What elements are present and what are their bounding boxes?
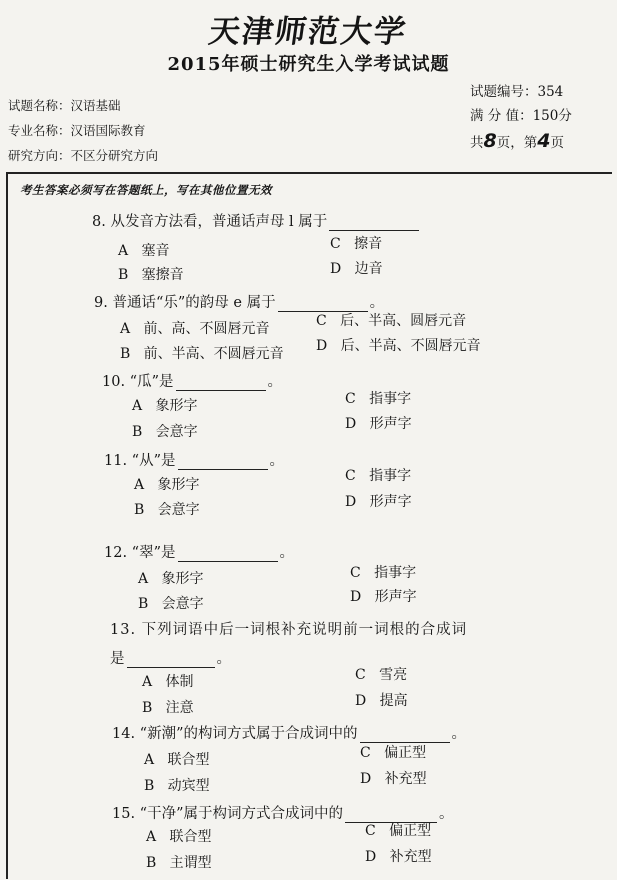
- question-13-stem-continued: 是 。: [110, 651, 231, 667]
- question-13-stem: 13. 下列词语中后一词根补充说明前一词根的合成词: [110, 622, 468, 638]
- major-name: 专业名称：汉语国际教育: [8, 123, 146, 138]
- q10-option-c: C 指事字: [345, 391, 412, 407]
- question-8-stem: 8. 从发音方法看，普通话声母 l 属于: [92, 210, 421, 231]
- full-score: 满 分 值：150分: [470, 108, 572, 124]
- pages-current: 4: [537, 130, 551, 152]
- q15-option-b: B 主谓型: [146, 855, 212, 871]
- question-10-stem: 10. “瓜”是 。: [102, 374, 282, 390]
- research-direction: 研究方向：不区分研究方向: [8, 148, 159, 163]
- answer-blank: [360, 728, 450, 743]
- q13-option-c: C 雪亮: [355, 667, 408, 683]
- subject-name: 试题名称：汉语基础: [8, 98, 121, 113]
- q9-option-a: A 前、高、不圆唇元音: [120, 321, 270, 337]
- pages-prefix: 共: [470, 135, 484, 151]
- q10-option-a: A 象形字: [132, 398, 198, 414]
- q11-option-b: B 会意字: [134, 502, 200, 518]
- q13-option-b: B 注意: [142, 700, 194, 716]
- q15-option-a: A 联合型: [146, 829, 212, 845]
- q11-option-a: A 象形字: [134, 477, 200, 493]
- exam-code: 试题编号：354: [470, 84, 564, 100]
- q13-option-a: A 体制: [142, 674, 194, 690]
- q14-option-a: A 联合型: [144, 752, 210, 768]
- answer-notice: 考生答案必须写在答题纸上，写在其他位置无效: [20, 183, 272, 197]
- university-name: 天津师范大学: [206, 14, 410, 50]
- q14-option-c: C 偏正型: [360, 745, 427, 761]
- q12-option-d: D 形声字: [350, 589, 417, 605]
- question-9-stem: 9. 普通话“乐”的韵母 e 属于 。: [94, 295, 385, 311]
- q12-option-b: B 会意字: [138, 596, 204, 612]
- question-15-stem: 15. “干净”属于构词方式合成词中的 。: [112, 806, 454, 822]
- q8-option-d: D 边音: [330, 261, 383, 277]
- answer-blank: [178, 455, 268, 470]
- pages-suffix: 页: [550, 135, 564, 151]
- answer-blank: [176, 376, 266, 391]
- q12-option-c: C 指事字: [350, 565, 417, 581]
- answer-blank: [178, 547, 278, 562]
- q11-option-c: C 指事字: [345, 468, 412, 484]
- answer-frame: [6, 172, 612, 879]
- q10-option-d: D 形声字: [345, 416, 412, 432]
- exam-title: 2015年硕士研究生入学考试试题: [167, 54, 450, 75]
- q15-option-c: C 偏正型: [365, 823, 432, 839]
- question-14-stem: 14. “新潮”的构词方式属于合成词中的 。: [112, 726, 466, 742]
- answer-blank: [127, 653, 215, 668]
- q11-option-d: D 形声字: [345, 494, 412, 510]
- q10-option-b: B 会意字: [132, 424, 198, 440]
- q14-option-d: D 补充型: [360, 771, 427, 787]
- q12-option-a: A 象形字: [138, 571, 204, 587]
- q13-option-d: D 提高: [355, 693, 408, 709]
- answer-blank: [329, 216, 419, 231]
- q8-option-a: A 塞音: [118, 243, 170, 259]
- question-12-stem: 12. “翠”是 。: [104, 545, 294, 561]
- q14-option-b: B 动宾型: [144, 778, 210, 794]
- q8-option-c: C 擦音: [330, 236, 383, 252]
- q8-option-b: B 塞擦音: [118, 267, 184, 283]
- question-11-stem: 11. “从”是 。: [104, 453, 284, 469]
- q9-option-d: D 后、半高、不圆唇元音: [316, 338, 481, 354]
- q9-option-c: C 后、半高、圆唇元音: [316, 313, 467, 329]
- q15-option-d: D 补充型: [365, 849, 432, 865]
- pages-total: 8: [483, 130, 497, 152]
- q9-option-b: B 前、半高、不圆唇元音: [120, 346, 284, 362]
- pages-mid: 页，第: [496, 135, 538, 151]
- page-count: [470, 130, 564, 152]
